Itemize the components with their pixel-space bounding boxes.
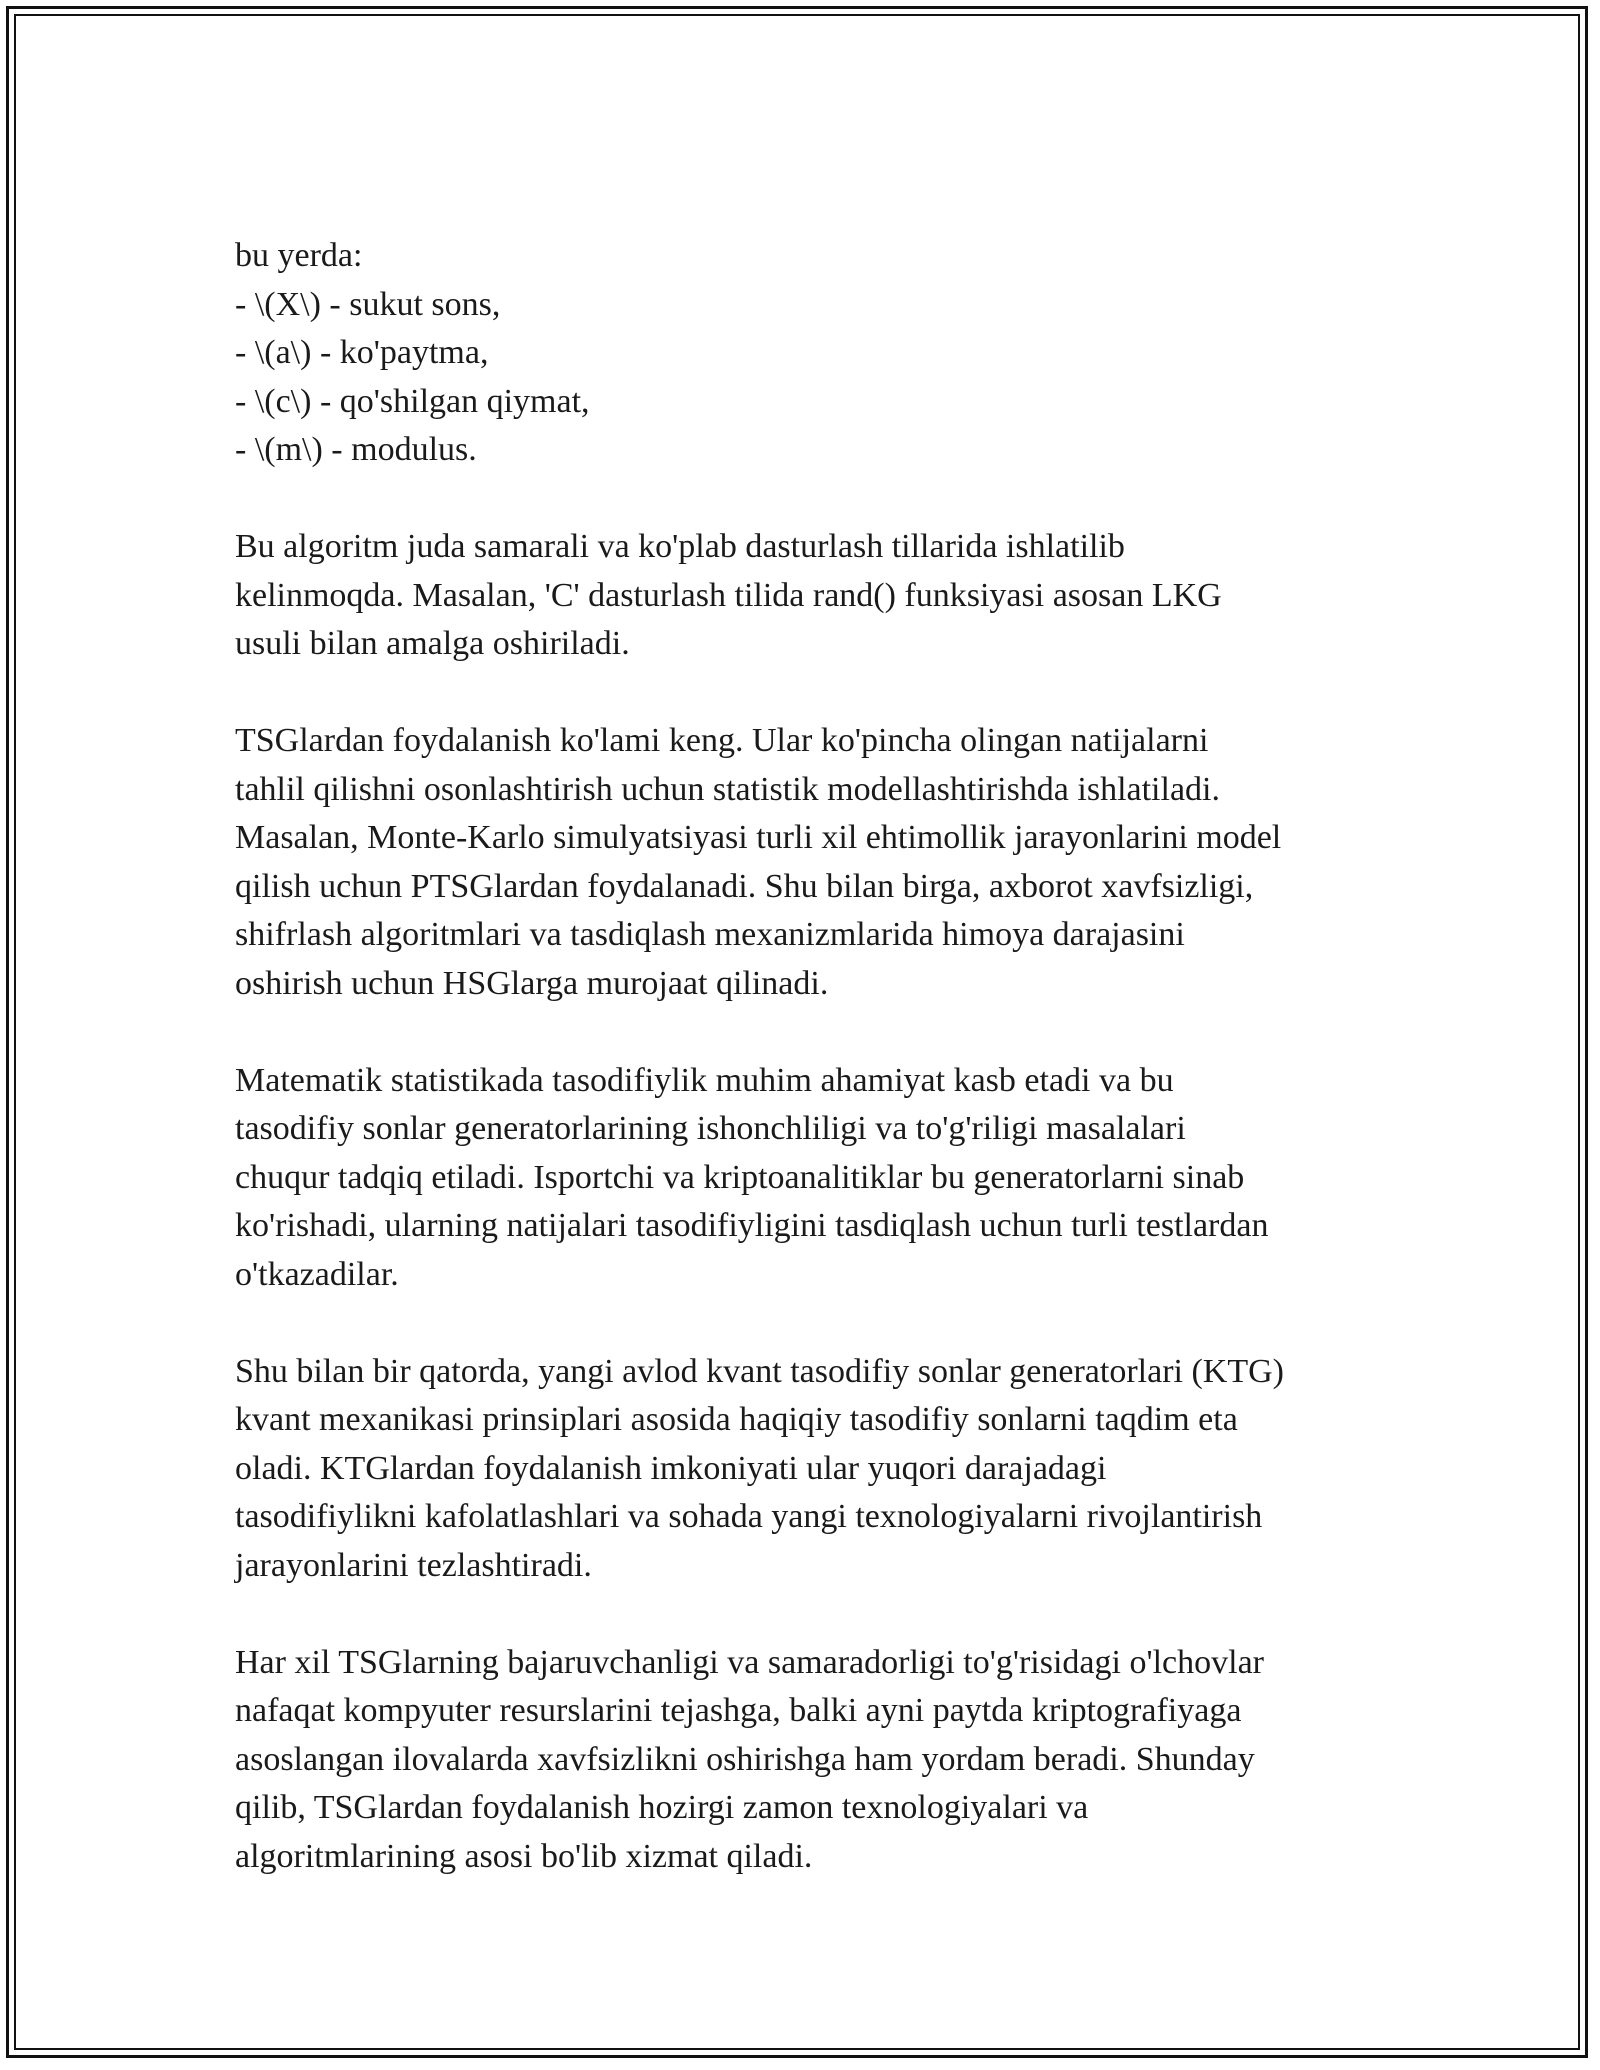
paragraph-line: asoslangan ilovalarda xavfsizlikni oshirishga ham yordam beradi. Shunday	[235, 1740, 1255, 1778]
paragraph-line: Matematik statistikada tasodifiylik muhim ahamiyat kasb etadi va bu	[235, 1061, 1174, 1099]
paragraph-line: Bu algoritm juda samarali va ko'plab dasturlash tillarida ishlatilib	[235, 528, 1125, 565]
paragraph-line: usuli bilan amalga oshiriladi.	[235, 625, 630, 662]
paragraph-tsg-scope	[235, 717, 1375, 1008]
document-body	[235, 232, 1375, 1881]
paragraph-line: Har xil TSGlarning bajaruvchanligi va samaradorligi to'g'risidagi o'lchovlar	[235, 1643, 1264, 1681]
paragraph-line: qilish uchun PTSGlardan foydalanadi. Shu bilan birga, axborot xavfsizligi,	[235, 867, 1254, 905]
paragraph-line: jarayonlarini tezlashtiradi.	[235, 1546, 592, 1584]
intro-label: bu yerda:	[235, 237, 363, 274]
paragraph-line: qilib, TSGlardan foydalanish hozirgi zamon texnologiyalari va	[235, 1789, 1089, 1826]
definitions-block	[235, 232, 1375, 475]
paragraph-quantum-generators	[235, 1348, 1375, 1591]
paragraph-conclusion	[235, 1639, 1375, 1882]
paragraph-line: chuqur tadqiq etiladi. Isportchi va kriptoanalitiklar bu generatorlarni sinab	[235, 1158, 1245, 1196]
paragraph-line: ko'rishadi, ularning natijalari tasodifiyligini tasdiqlash uchun turli testlardan	[235, 1207, 1269, 1244]
definition-item: - \(c\) - qo'shilgan qiymat,	[235, 382, 590, 420]
paragraph-line: oshirish uchun HSGlarga murojaat qilinadi.	[235, 964, 829, 1002]
paragraph-line: oladi. KTGlardan foydalanish imkoniyati ular yuqori darajadagi	[235, 1449, 1107, 1487]
paragraph-line: kvant mexanikasi prinsiplari asosida haqiqiy tasodifiy sonlarni taqdim eta	[235, 1401, 1238, 1438]
definition-item: - \(X\) - sukut sons,	[235, 285, 501, 323]
paragraph-line: TSGlardan foydalanish ko'lami keng. Ular ko'pincha olingan natijalarni	[235, 722, 1209, 759]
paragraph-statistics	[235, 1057, 1375, 1300]
definition-item: - \(m\) - modulus.	[235, 431, 477, 468]
paragraph-line: tasodifiylikni kafolatlashlari va sohada yangi texnologiyalarni rivojlantirish	[235, 1498, 1263, 1535]
paragraph-line: Masalan, Monte-Karlo simulyatsiyasi turli xil ehtimollik jarayonlarini model	[235, 819, 1282, 856]
definition-item: - \(a\) - ko'paytma,	[235, 334, 489, 371]
paragraph-line: nafaqat kompyuter resurslarini tejashga, balki ayni paytda kriptografiyaga	[235, 1692, 1242, 1729]
paragraph-line: kelinmoqda. Masalan, 'C' dasturlash tilida rand() funksiyasi asosan LKG	[235, 576, 1222, 614]
paragraph-line: o'tkazadilar.	[235, 1255, 399, 1293]
paragraph-line: tasodifiy sonlar generatorlarining ishonchliligi va to'g'riligi masalalari	[235, 1110, 1186, 1147]
paragraph-lkg-usage	[235, 523, 1375, 669]
paragraph-line: Shu bilan bir qatorda, yangi avlod kvant tasodifiy sonlar generatorlari (KTG)	[235, 1352, 1284, 1390]
paragraph-line: shifrlash algoritmlari va tasdiqlash mexanizmlarida himoya darajasini	[235, 916, 1185, 953]
paragraph-line: tahlil qilishni osonlashtirish uchun statistik modellashtirishda ishlatiladi.	[235, 770, 1220, 808]
paragraph-line: algoritmlarining asosi bo'lib xizmat qiladi.	[235, 1837, 813, 1875]
